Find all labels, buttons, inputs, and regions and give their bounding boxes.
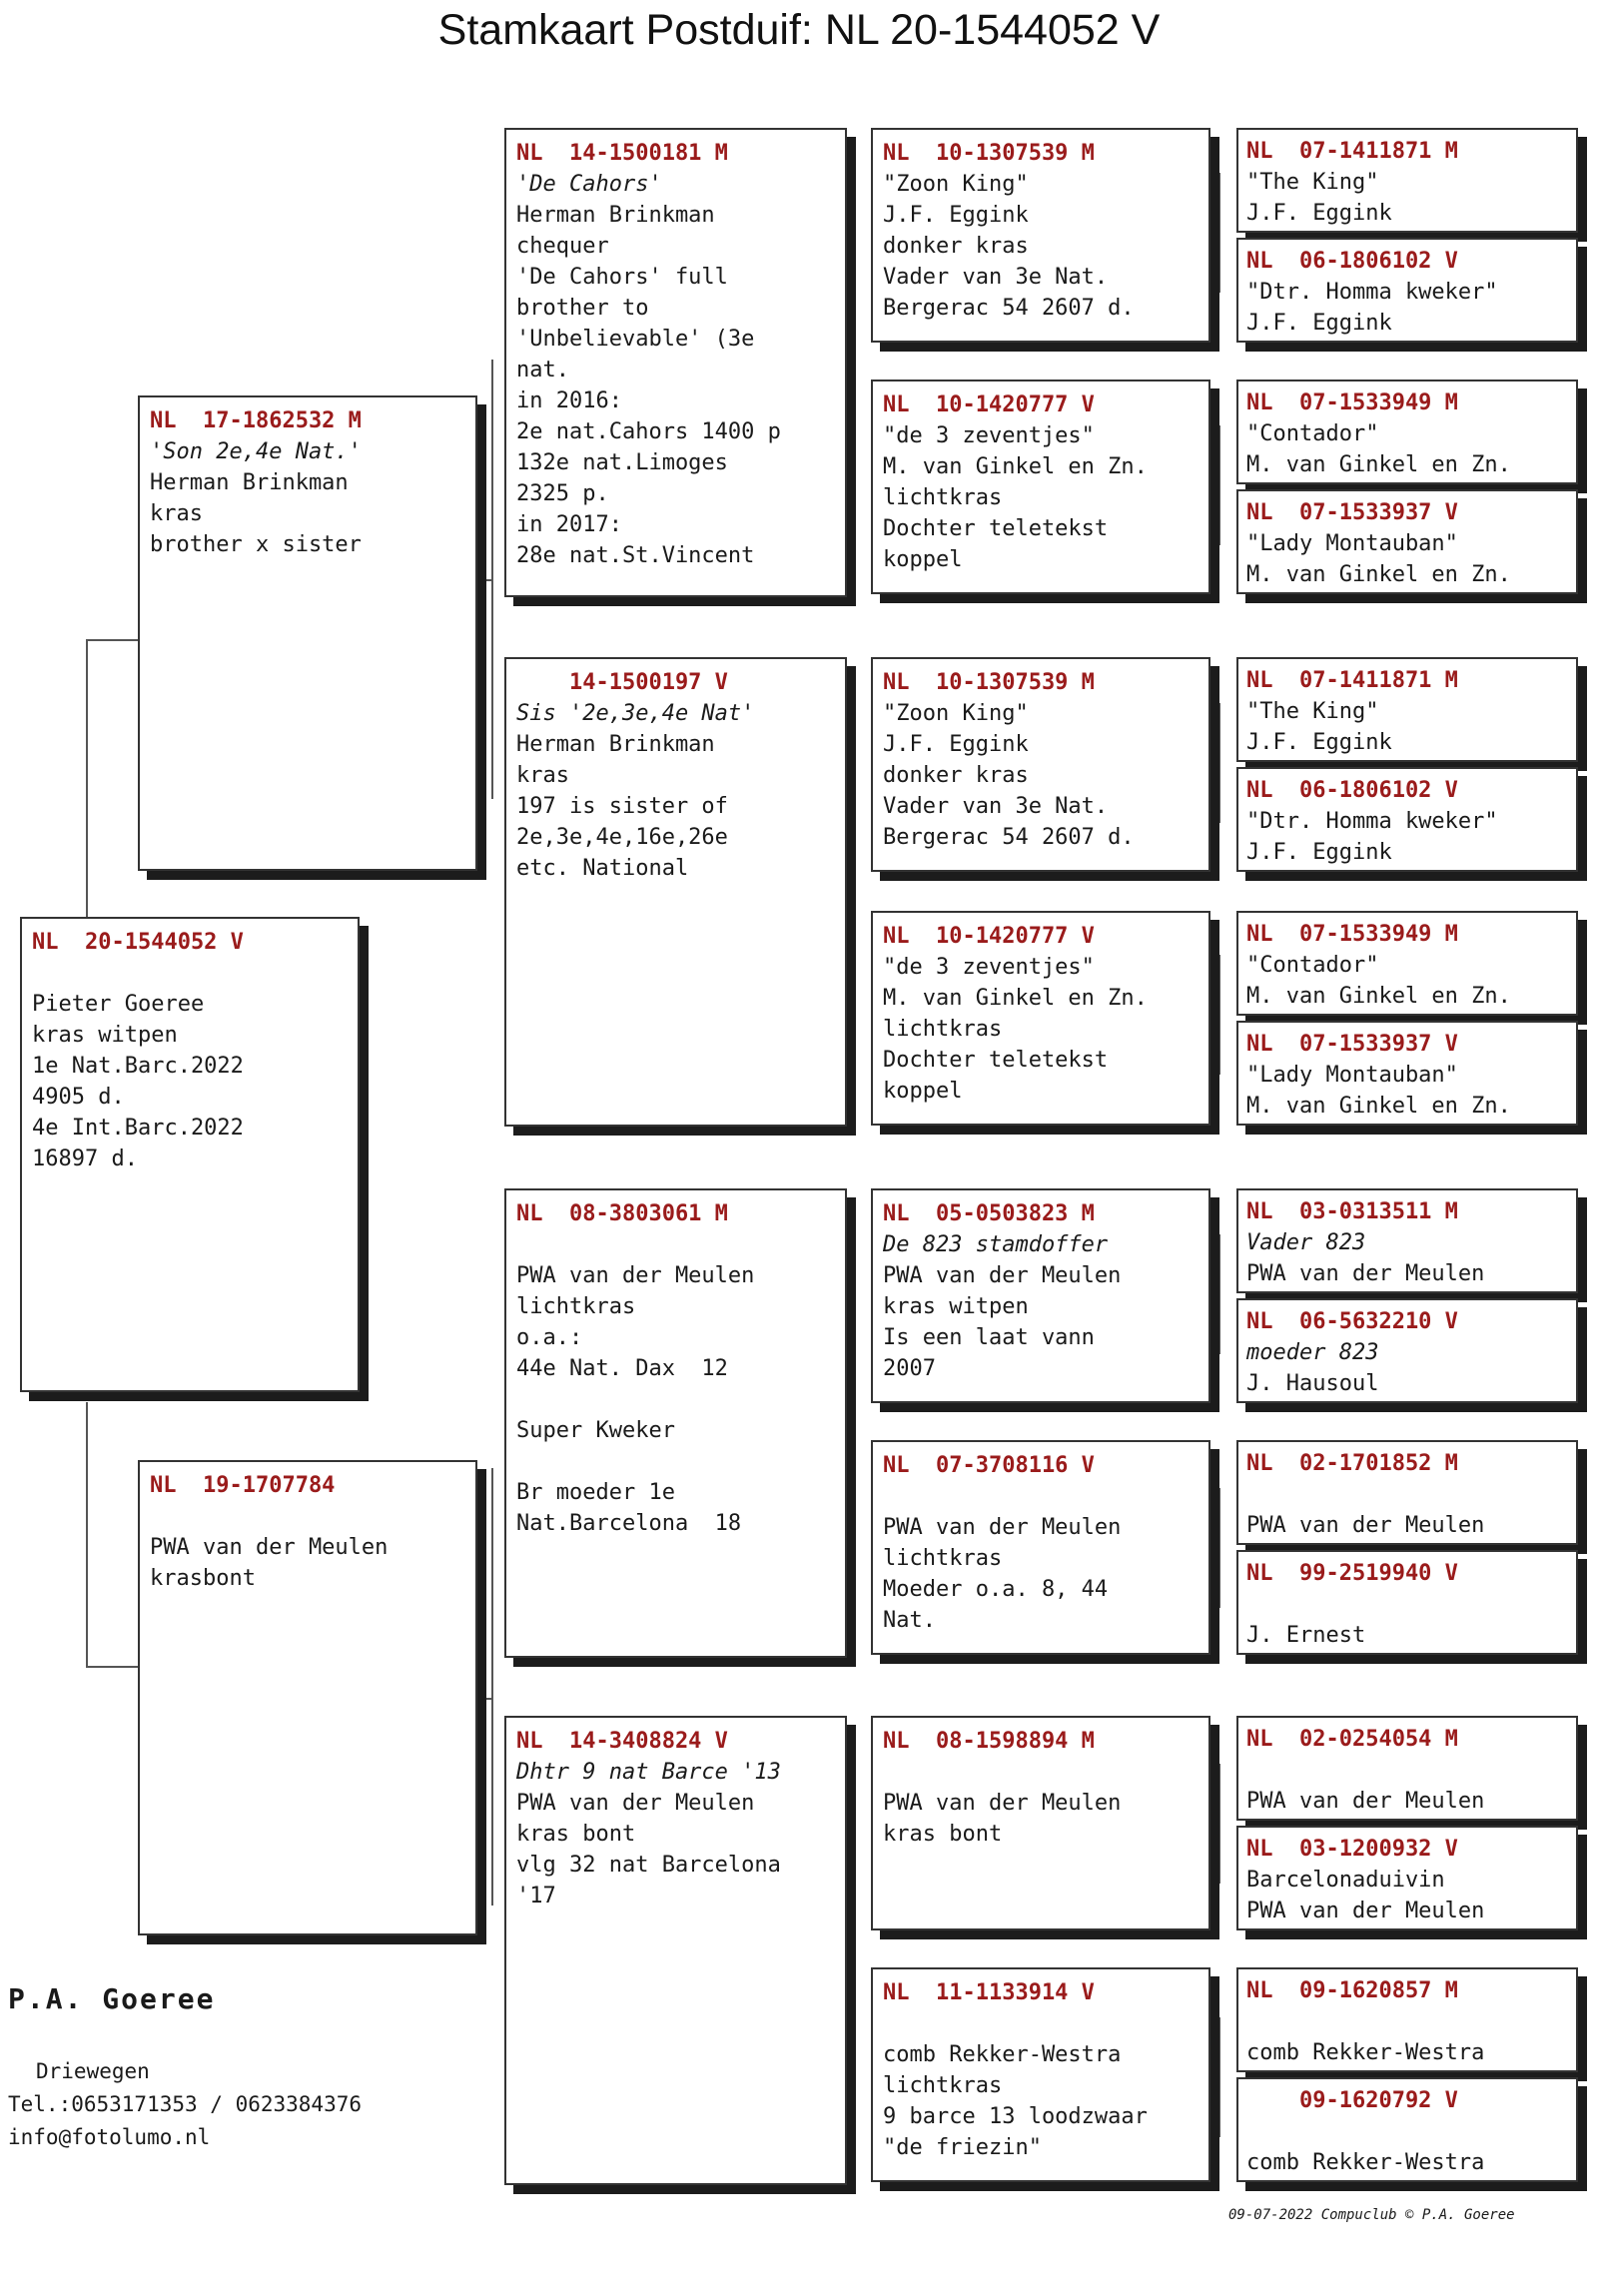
pigeon-card-gen4 — [1236, 1967, 1578, 2072]
pigeon-detail-line: Moeder o.a. 8, 44 — [883, 1577, 1109, 1602]
pigeon-detail-line: o.a.: — [516, 1325, 583, 1350]
pigeon-detail-line: "de 3 zeventjes" — [883, 423, 1095, 448]
pigeon-detail-line: kras witpen — [883, 1294, 1029, 1319]
connector-line — [847, 1957, 856, 1959]
pigeon-detail-line: kras — [150, 501, 203, 526]
owner-email: info@fotolumo.nl — [8, 2125, 211, 2149]
pigeon-detail-line: Dochter teletekst — [883, 1048, 1109, 1073]
ring-number: NL 09-1620857 M — [1246, 1978, 1458, 2003]
ring-number: NL 14-1500181 M — [516, 141, 728, 166]
pigeon-detail-line: M. van Ginkel en Zn. — [1246, 1094, 1511, 1119]
connector-line — [86, 639, 88, 921]
pigeon-detail-line: lichtkras — [883, 1546, 1003, 1571]
pigeon-card-gen4 — [1236, 238, 1578, 343]
ring-number: NL 05-0503823 M — [883, 1201, 1095, 1226]
connector-line — [1210, 1015, 1220, 1017]
pigeon-card-gen2 — [504, 657, 847, 1127]
pigeon-detail-line: Sis '2e,3e,4e Nat' — [516, 701, 755, 726]
pigeon-detail-line — [516, 1446, 835, 1477]
pigeon-detail-line: "Contador" — [1246, 953, 1379, 978]
pigeon-detail-line — [516, 1229, 835, 1260]
pigeon-detail-line: koppel — [883, 1079, 963, 1104]
ring-number: NL 02-0254054 M — [1246, 1727, 1458, 1752]
ring-number: NL 07-1411871 M — [1246, 668, 1458, 693]
pigeon-detail-line: Br moeder 1e — [516, 1480, 675, 1505]
pigeon-detail-line: J.F. Eggink — [1246, 311, 1392, 336]
pigeon-detail-line: in 2016: — [516, 388, 622, 413]
pigeon-detail-line: Herman Brinkman — [516, 203, 715, 228]
pigeon-detail-line: Pieter Goeree — [32, 992, 205, 1017]
page-title: Stamkaart Postduif: NL 20-1544052 V — [437, 6, 1161, 54]
connector-line — [847, 1428, 856, 1430]
pigeon-card-gen4 — [1236, 128, 1578, 233]
pigeon-detail-line: 28e nat.St.Vincent — [516, 543, 755, 568]
pigeon-detail-line: kras bont — [883, 1822, 1003, 1847]
pigeon-detail-line — [1246, 1479, 1568, 1510]
pigeon-detail-line: Bergerac 54 2607 d. — [883, 825, 1135, 850]
ring-number: NL 10-1307539 M — [883, 141, 1095, 166]
pigeon-detail-line: Vader van 3e Nat. — [883, 794, 1109, 819]
pigeon-detail-line: brother x sister — [150, 532, 362, 557]
pigeon-detail-line: lichtkras — [883, 1017, 1003, 1042]
pigeon-detail-line: Vader 823 — [1246, 1230, 1366, 1255]
pigeon-detail-line: 44e Nat. Dax 12 — [516, 1356, 728, 1381]
ring-number: NL 07-1533937 V — [1246, 1032, 1458, 1057]
pigeon-detail-line: PWA van der Meulen — [1246, 1261, 1485, 1286]
pigeon-card-sire — [138, 395, 477, 871]
connector-line — [854, 1318, 856, 1568]
pigeon-detail-line: 4e Int.Barc.2022 — [32, 1116, 244, 1141]
pigeon-detail-line: comb Rekker-Westra — [1246, 2040, 1485, 2065]
pigeon-detail-line: donker kras — [883, 763, 1029, 788]
pigeon-card-gen3 — [871, 1188, 1210, 1403]
pigeon-detail-line — [1246, 2116, 1568, 2147]
pigeon-detail-line: "de friezin" — [883, 2135, 1042, 2160]
pigeon-detail-line — [150, 1501, 465, 1532]
pigeon-detail-line: Herman Brinkman — [150, 470, 349, 495]
pigeon-detail-line: vlg 32 nat Barcelona — [516, 1853, 781, 1878]
pigeon-detail-line: Nat. — [883, 1608, 936, 1633]
pigeon-detail-line: M. van Ginkel en Zn. — [883, 454, 1148, 479]
ring-number: NL 02-1701852 M — [1246, 1451, 1458, 1476]
pigeon-detail-line: PWA van der Meulen — [150, 1535, 389, 1560]
pigeon-detail-line: 4905 d. — [32, 1085, 125, 1110]
pigeon-detail-line: in 2017: — [516, 512, 622, 537]
pigeon-detail-line: "Lady Montauban" — [1246, 1063, 1458, 1088]
connector-line — [1210, 1294, 1220, 1296]
pigeon-detail-line: 132e nat.Limoges — [516, 450, 728, 475]
pigeon-detail-line: J.F. Eggink — [1246, 730, 1392, 755]
connector-line — [1210, 2077, 1220, 2079]
pigeon-detail-line: "The King" — [1246, 699, 1379, 724]
connector-line — [854, 1848, 856, 2097]
pigeon-detail-line — [883, 1757, 1198, 1788]
connector-line — [86, 1402, 88, 1668]
pigeon-card-gen2 — [504, 1716, 847, 2185]
ring-number: NL 20-1544052 V — [32, 930, 244, 955]
pigeon-detail-line: lichtkras — [883, 2073, 1003, 2098]
pigeon-detail-line: Vader van 3e Nat. — [883, 265, 1109, 290]
pigeon-detail-line: koppel — [883, 547, 963, 572]
pigeon-detail-line: "Contador" — [1246, 421, 1379, 446]
pigeon-detail-line: "Dtr. Homma kweker" — [1246, 809, 1498, 834]
pigeon-detail-line: PWA van der Meulen — [883, 1263, 1122, 1288]
owner-name: P.A. Goeree — [8, 1982, 216, 2015]
pigeon-detail-line: "Zoon King" — [883, 701, 1029, 726]
connector-line — [1210, 485, 1220, 487]
pigeon-detail-line: J.F. Eggink — [1246, 201, 1392, 226]
pigeon-detail-line: 'De Cahors' — [516, 172, 662, 197]
pigeon-detail-line: M. van Ginkel en Zn. — [1246, 452, 1511, 477]
ring-number: 09-1620792 V — [1246, 2088, 1458, 2113]
connector-line — [477, 579, 493, 581]
pigeon-detail-line: '17 — [516, 1884, 556, 1909]
pigeon-card-gen4 — [1236, 657, 1578, 762]
ring-number: NL 99-2519940 V — [1246, 1561, 1458, 1586]
pigeon-card-gen4 — [1236, 2077, 1578, 2182]
footer-credit: 09-07-2022 Compuclub © P.A. Goeree — [1228, 2207, 1515, 2223]
pigeon-detail-line: 'De Cahors' full — [516, 265, 728, 290]
pigeon-detail-line: "Zoon King" — [883, 172, 1029, 197]
pigeon-card-gen3 — [871, 1440, 1210, 1655]
pigeon-detail-line — [516, 1384, 835, 1415]
owner-block — [8, 1982, 362, 2154]
pigeon-detail-line: lichtkras — [516, 1294, 636, 1319]
pigeon-detail-line: Super Kweker — [516, 1418, 675, 1443]
pigeon-detail-line: "The King" — [1246, 170, 1379, 195]
pigeon-detail-line: 16897 d. — [32, 1147, 138, 1171]
pigeon-card-gen4 — [1236, 380, 1578, 484]
pigeon-card-gen3 — [871, 380, 1210, 594]
ring-number: NL 10-1420777 V — [883, 392, 1095, 417]
pigeon-detail-line — [883, 2008, 1198, 2039]
pigeon-detail-line — [1246, 1589, 1568, 1620]
pigeon-detail-line: J.F. Eggink — [883, 732, 1029, 757]
pigeon-card-gen3 — [871, 1967, 1210, 2182]
ring-number: NL 07-3708116 V — [883, 1453, 1095, 1478]
ring-number: NL 07-1533937 V — [1246, 500, 1458, 525]
pigeon-detail-line: kras bont — [516, 1822, 636, 1847]
pigeon-detail-line: PWA van der Meulen — [516, 1263, 755, 1288]
connector-line — [491, 1468, 493, 1906]
pigeon-detail-line: M. van Ginkel en Zn. — [1246, 984, 1511, 1009]
pigeon-detail-line — [883, 1481, 1198, 1512]
connector-line — [1210, 1824, 1220, 1826]
pigeon-detail-line: moeder 823 — [1246, 1340, 1379, 1365]
pigeon-detail-line: Barcelonaduivin — [1246, 1868, 1445, 1893]
pigeon-card-gen4 — [1236, 1188, 1578, 1293]
ring-number: NL 17-1862532 M — [150, 408, 362, 433]
ring-number: NL 07-1411871 M — [1246, 139, 1458, 164]
pigeon-detail-line: kras witpen — [32, 1023, 178, 1048]
pigeon-detail-line: lichtkras — [883, 485, 1003, 510]
connector-line — [86, 1666, 138, 1668]
connector-line — [1210, 233, 1220, 235]
pigeon-card-dam — [138, 1460, 477, 1935]
pigeon-detail-line: 2007 — [883, 1356, 936, 1381]
pigeon-detail-line — [1246, 1755, 1568, 1786]
pigeon-detail-line: Herman Brinkman — [516, 732, 715, 757]
pigeon-detail-line: PWA van der Meulen — [1246, 1899, 1485, 1923]
ring-number: NL 08-1598894 M — [883, 1729, 1095, 1754]
connector-line — [1210, 763, 1220, 765]
pigeon-detail-line: De 823 stamdoffer — [883, 1232, 1109, 1257]
connector-line — [854, 787, 856, 1037]
pigeon-detail-line: Bergerac 54 2607 d. — [883, 296, 1135, 321]
pigeon-detail-line: comb Rekker-Westra — [1246, 2150, 1485, 2175]
pigeon-detail-line — [32, 958, 348, 989]
pigeon-detail-line: PWA van der Meulen — [1246, 1513, 1485, 1538]
pigeon-card-gen4 — [1236, 1298, 1578, 1403]
ring-number: NL 10-1307539 M — [883, 670, 1095, 695]
connector-line — [477, 1698, 493, 1700]
ring-number: NL 10-1420777 V — [883, 924, 1095, 949]
pigeon-detail-line: 2e nat.Cahors 1400 p — [516, 419, 781, 444]
pigeon-card-gen4 — [1236, 911, 1578, 1016]
pigeon-detail-line: PWA van der Meulen — [883, 1791, 1122, 1816]
connector-line — [1210, 1548, 1220, 1550]
pigeon-detail-line: 9 barce 13 loodzwaar — [883, 2104, 1148, 2129]
pigeon-card-main — [20, 917, 360, 1392]
connector-line — [86, 639, 138, 641]
pigeon-detail-line: J.F. Eggink — [1246, 840, 1392, 865]
pigeon-card-gen4 — [1236, 1826, 1578, 1930]
connector-line — [854, 250, 856, 499]
ring-number: NL 06-5632210 V — [1246, 1309, 1458, 1334]
pigeon-card-gen2 — [504, 128, 847, 597]
owner-place: Driewegen — [36, 2059, 150, 2083]
connector-line — [847, 360, 856, 362]
owner-phone: Tel.:0653171353 / 0623384376 — [8, 2092, 363, 2116]
pigeon-card-gen4 — [1236, 489, 1578, 594]
pigeon-detail-line: Nat.Barcelona 18 — [516, 1511, 742, 1536]
ring-number: NL 06-1806102 V — [1246, 778, 1458, 803]
ring-number: NL 06-1806102 V — [1246, 249, 1458, 274]
pigeon-detail-line: M. van Ginkel en Zn. — [1246, 562, 1511, 587]
pigeon-card-gen4 — [1236, 767, 1578, 872]
pigeon-detail-line: M. van Ginkel en Zn. — [883, 986, 1148, 1011]
pigeon-detail-line: kras — [516, 763, 569, 788]
pigeon-detail-line: PWA van der Meulen — [516, 1791, 755, 1816]
pigeon-card-gen2 — [504, 1188, 847, 1658]
pigeon-detail-line: 197 is sister of — [516, 794, 728, 819]
pigeon-card-gen4 — [1236, 1550, 1578, 1655]
pigeon-detail-line: J.F. Eggink — [883, 203, 1029, 228]
ring-number: NL 08-3803061 M — [516, 1201, 728, 1226]
ring-number: NL 03-1200932 V — [1246, 1837, 1458, 1862]
pigeon-detail-line: nat. — [516, 358, 569, 383]
ring-number: NL 11-1133914 V — [883, 1980, 1095, 2005]
pigeon-detail-line: PWA van der Meulen — [883, 1515, 1122, 1540]
pigeon-card-gen4 — [1236, 1440, 1578, 1545]
pigeon-card-gen3 — [871, 657, 1210, 872]
pigeon-detail-line: 2325 p. — [516, 481, 609, 506]
pigeon-card-gen3 — [871, 1716, 1210, 1930]
pigeon-detail-line: krasbont — [150, 1566, 256, 1591]
pigeon-card-gen4 — [1236, 1716, 1578, 1821]
ring-number: NL 07-1533949 M — [1246, 922, 1458, 947]
pigeon-detail-line: "Lady Montauban" — [1246, 531, 1458, 556]
pigeon-detail-line: "de 3 zeventjes" — [883, 955, 1095, 980]
pigeon-card-gen3 — [871, 911, 1210, 1126]
ring-number: NL 03-0313511 M — [1246, 1199, 1458, 1224]
connector-line — [847, 897, 856, 899]
pigeon-detail-line: 'Son 2e,4e Nat.' — [150, 439, 362, 464]
pigeon-detail-line: Dochter teletekst — [883, 516, 1109, 541]
pigeon-detail-line: Is een laat vann — [883, 1325, 1095, 1350]
pigeon-detail-line: 1e Nat.Barc.2022 — [32, 1054, 244, 1079]
pigeon-detail-line: chequer — [516, 234, 609, 259]
ring-number: NL 14-3408824 V — [516, 1729, 728, 1754]
ring-number: 14-1500197 V — [516, 670, 728, 695]
pigeon-card-gen3 — [871, 128, 1210, 343]
pigeon-detail-line: PWA van der Meulen — [1246, 1789, 1485, 1814]
pigeon-detail-line: Dhtr 9 nat Barce '13 — [516, 1760, 781, 1785]
pigeon-detail-line: etc. National — [516, 856, 689, 881]
pigeon-detail-line: donker kras — [883, 234, 1029, 259]
ring-number: NL 07-1533949 M — [1246, 390, 1458, 415]
pigeon-detail-line: comb Rekker-Westra — [883, 2042, 1122, 2067]
ring-number: NL 19-1707784 — [150, 1473, 336, 1498]
pigeon-detail-line — [1246, 2006, 1568, 2037]
pigeon-detail-line: 'Unbelievable' (3e — [516, 327, 755, 352]
pigeon-detail-line: J. Hausoul — [1246, 1371, 1379, 1396]
pigeon-detail-line: J. Ernest — [1246, 1623, 1366, 1648]
pigeon-detail-line: brother to — [516, 296, 649, 321]
pigeon-card-gen4 — [1236, 1021, 1578, 1126]
pigeon-detail-line: 2e,3e,4e,16e,26e — [516, 825, 728, 850]
pigeon-detail-line: "Dtr. Homma kweker" — [1246, 280, 1498, 305]
